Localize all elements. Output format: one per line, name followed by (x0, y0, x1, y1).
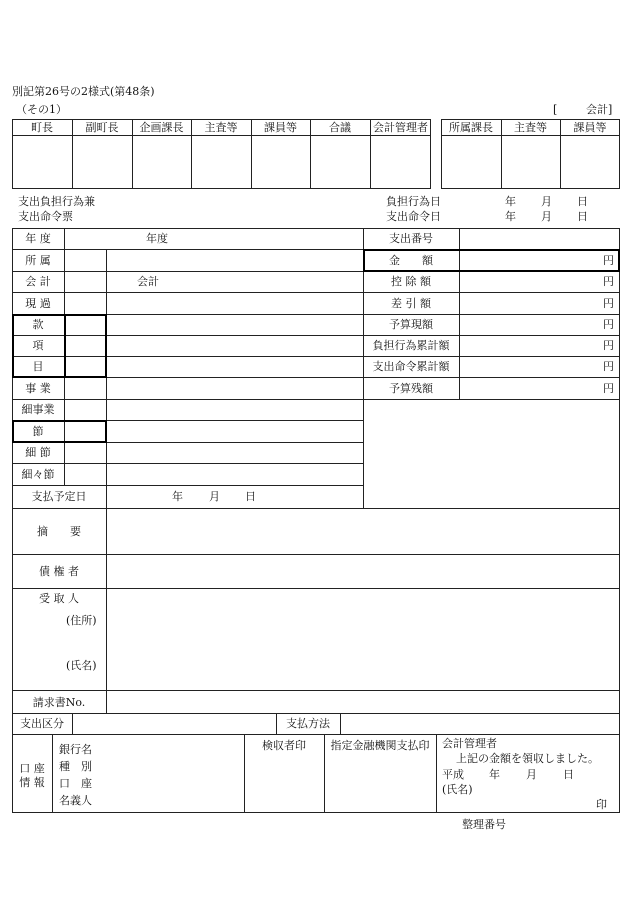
label-account: 会 計 (25, 275, 51, 288)
label-creditor: 債 権 者 (39, 565, 79, 578)
label-budget-current: 予算現額 (389, 318, 433, 331)
label-expenditure-no: 支出番号 (389, 232, 433, 245)
order-date-label: 支出命令日 (386, 210, 441, 223)
yen-deduction: 円 (603, 275, 614, 288)
accounting-label: 会計] (586, 103, 613, 116)
label-account-info-2: 情 報 (19, 776, 45, 789)
order-month: 月 (541, 210, 552, 223)
burden-day: 日 (577, 195, 588, 208)
yen-burden-cum: 円 (603, 339, 614, 352)
value-fiscal-year: 年度 (146, 232, 168, 245)
label-department: 所 属 (25, 254, 51, 267)
label-address: (住所) (66, 614, 97, 627)
value-account: 会計 (137, 275, 159, 288)
doc-type-line2: 支出命令票 (18, 210, 73, 223)
order-day: 日 (577, 210, 588, 223)
approval-head-planning: 企画課長 (139, 121, 184, 134)
approval-head-staff: 課員等 (264, 121, 297, 134)
yen-budget: 円 (603, 318, 614, 331)
label-kou: 項 (32, 339, 44, 352)
doc-type-line1: 支出負担行為兼 (18, 195, 95, 208)
form-title: 別記第26号の2様式(第48条) (12, 85, 155, 98)
pay-year: 年 (172, 490, 183, 503)
approval-head-side-chief: 主査等 (514, 121, 547, 134)
label-account-type: 種 別 (59, 760, 92, 773)
approval-head-section-chief: 所属課長 (449, 121, 493, 134)
label-account-number: 口 座 (59, 777, 92, 790)
label-bank: 銀行名 (59, 743, 92, 756)
receipt-day: 日 (563, 768, 574, 781)
approval-head-mayor: 町長 (31, 121, 53, 134)
bracket-left: [ (553, 103, 558, 116)
label-account-info-1: 口 座 (19, 762, 45, 775)
label-deduction: 控 除 額 (391, 275, 431, 288)
yen-amount: 円 (603, 254, 614, 267)
approval-head-cashier: 会計管理者 (373, 121, 428, 134)
burden-month: 月 (541, 195, 552, 208)
approval-head-council: 合議 (329, 121, 351, 134)
label-sub-sub-setsu: 細々節 (21, 468, 55, 481)
label-era: 平成 (442, 768, 464, 781)
label-order-cumulative: 支出命令累計額 (372, 360, 450, 373)
receipt-month: 月 (526, 768, 537, 781)
approval-head-deputy: 副町長 (85, 121, 119, 134)
label-account-holder: 名義人 (59, 794, 92, 807)
yen-order-cum: 円 (603, 360, 614, 373)
receipt-statement: 上記の金額を領収しました。 (456, 752, 599, 765)
label-sub-setsu: 細 節 (25, 446, 51, 459)
label-inspector-seal: 検収者印 (262, 739, 306, 752)
receipt-year: 年 (489, 768, 500, 781)
label-summary: 摘 要 (37, 525, 81, 538)
label-cashier: 会計管理者 (442, 737, 497, 750)
burden-date-label: 負担行為日 (386, 195, 441, 208)
label-burden-cumulative: 負担行為累計額 (372, 339, 450, 352)
label-name: (氏名) (66, 659, 97, 672)
label-bank-payment-seal: 指定金融機関支払印 (330, 739, 430, 752)
label-project: 事 業 (25, 382, 51, 395)
label-moku: 目 (32, 360, 44, 373)
label-receipt-name: (氏名) (442, 783, 473, 796)
approval-head-side-staff: 課員等 (573, 121, 607, 134)
yen-net: 円 (603, 297, 614, 310)
label-current-past: 現 過 (25, 297, 51, 310)
approval-head-chief: 主査等 (204, 121, 238, 134)
label-payee: 受 取 人 (39, 592, 79, 605)
label-net-amount: 差 引 額 (391, 297, 431, 310)
label-amount: 金 額 (389, 254, 433, 267)
label-reference-no: 整理番号 (462, 818, 506, 831)
order-year: 年 (505, 210, 516, 223)
label-invoice-no: 請求書No. (32, 696, 86, 709)
label-payment-date: 支払予定日 (31, 490, 87, 503)
label-kan: 款 (32, 318, 44, 331)
label-budget-remaining: 予算残額 (389, 382, 433, 395)
pay-day: 日 (245, 490, 256, 503)
burden-year: 年 (505, 195, 516, 208)
form-subtitle: （その1） (16, 103, 67, 116)
seal-mark: 印 (596, 798, 607, 811)
label-setsu: 節 (32, 425, 44, 438)
label-fiscal-year: 年 度 (25, 232, 51, 245)
yen-remaining: 円 (603, 382, 614, 395)
label-payment-method: 支払方法 (286, 717, 330, 730)
pay-month: 月 (209, 490, 220, 503)
label-payment-category: 支出区分 (20, 717, 64, 730)
label-sub-project: 細事業 (21, 403, 55, 416)
